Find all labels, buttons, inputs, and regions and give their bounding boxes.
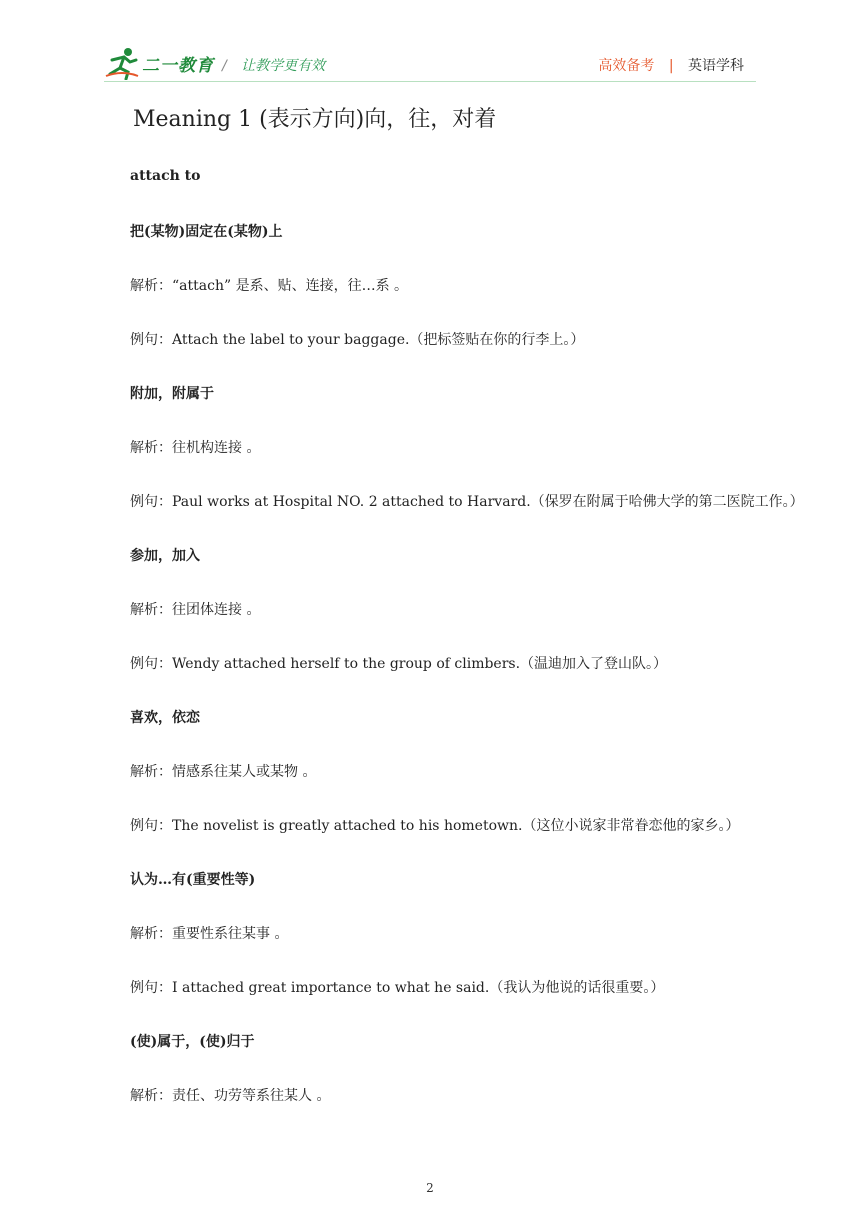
header-divider (104, 81, 756, 82)
meaning-heading: 喜欢，依恋 (130, 710, 200, 726)
page-header (0, 0, 860, 90)
example-sentence: 例句：Paul works at Hospital NO. 2 attached to Harvard.（保罗在附属于哈佛大学的第二医院工作。） (130, 494, 804, 510)
slogan (222, 55, 325, 75)
meaning-heading: 认为…有(重要性等) (130, 872, 256, 888)
slogan-separator: / (222, 58, 227, 74)
analysis-text: 解析：情感系往某人或某物 。 (130, 764, 317, 780)
analysis-text: 解析：责任、功劳等系往某人 。 (130, 1088, 331, 1104)
slogan-text: 让教学更有效 (241, 58, 326, 74)
runner-logo-icon (104, 46, 140, 80)
meaning-heading: 附加，附属于 (130, 386, 214, 402)
example-sentence: 例句：I attached great importance to what he said.（我认为他说的话很重要。） (130, 980, 665, 996)
analysis-text: 解析：重要性系往某事 。 (130, 926, 289, 942)
header-tag-efficient: 高效备考 (598, 58, 655, 74)
page-title: Meaning 1 (表示方向)向，往，对着 (133, 107, 497, 132)
header-tag-subject: 英语学科 (688, 58, 744, 74)
header-separator: | (668, 58, 674, 74)
example-sentence: 例句：Attach the label to your baggage.（把标签贴在你的行李上。） (130, 332, 585, 348)
logo-text: 二一教育 (142, 55, 214, 76)
header-right (598, 55, 744, 75)
meaning-heading: 把(某物)固定在(某物)上 (130, 224, 283, 240)
example-sentence: 例句：Wendy attached herself to the group of climbers.（温迪加入了登山队。） (130, 656, 668, 672)
analysis-text: 解析：往机构连接 。 (130, 440, 261, 456)
meaning-heading: 参加，加入 (130, 548, 200, 564)
logo (104, 46, 214, 80)
example-sentence: 例句：The novelist is greatly attached to his hometown.（这位小说家非常眷恋他的家乡。） (130, 818, 740, 834)
phrase-heading: attach to (130, 168, 201, 184)
meaning-heading: (使)属于，(使)归于 (130, 1034, 255, 1050)
analysis-text: 解析：“attach” 是系、贴、连接，往…系 。 (130, 278, 409, 294)
analysis-text: 解析：往团体连接 。 (130, 602, 261, 618)
page-number: 2 (426, 1181, 434, 1195)
